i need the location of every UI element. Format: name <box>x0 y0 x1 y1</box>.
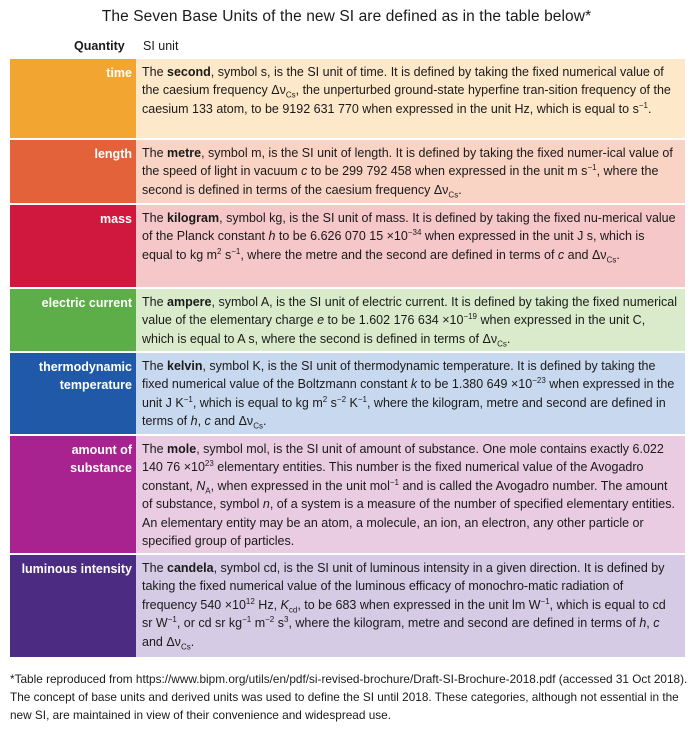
quantity-cell: mass <box>10 205 136 287</box>
table-row-mole <box>10 436 685 553</box>
definition-cell: The metre, symbol m, is the SI unit of length. It is defined by taking the fixed numer-ical value of the speed of light in vacuum c to be 299 792 458 when expressed in the unit m $s^{-1}$, where the second is defined in terms of the caesium frequency $\Delta\nu_{Cs}$. <box>136 140 685 203</box>
si-unit-column-header: SI unit <box>143 39 179 53</box>
table-row-candela <box>10 555 685 657</box>
definition-cell: The ampere, symbol A, is the SI unit of electric current. It is defined by taking the fixed numerical value of the elementary charge e to be 1.602 176 $634 \times 10^{-19}$ when expressed in the unit C, which is equal to A s, where the second is defined in terms of $\Delta\nu_{Cs}$. <box>136 289 685 351</box>
definition-cell: The second, symbol s, is the SI unit of time. It is defined by taking the fixed numerical value of the caesium frequency $\Delta\nu_{Cs}$, the unperturbed ground-state hyperfine tran-sition frequency of the caesium 133 atom, to be 9192 631 770 when expressed in the unit Hz, which is equal to $s^{-1}$. <box>136 59 685 138</box>
table-row-kilogram <box>10 205 685 287</box>
quantity-cell: thermodynamic temperature <box>10 353 136 434</box>
definition-cell: The mole, symbol mol, is the SI unit of amount of substance. One mole contains exactly 6.022 140 $76 \times 10^{23}$ elementary entities. This number is the fixed numerical value of the Avogadro constant, $N_A$, when expressed in the unit mol$^{-1}$ and is called the Avogadro number. The amount of substance, symbol n, of a system is a measure of the number of specified elementary entities. An elementary entity may be an atom, a molecule, an ion, an electron, any other particle or specified group of particles. <box>136 436 685 553</box>
quantity-cell: amount of substance <box>10 436 136 553</box>
quantity-cell: electric current <box>10 289 136 351</box>
page-title: The Seven Base Units of the new SI are defined as in the table below* <box>101 8 592 25</box>
table-row-ampere <box>10 289 685 351</box>
table-row-metre <box>10 140 685 203</box>
definition-cell: The candela, symbol cd, is the SI unit of luminous intensity in a given direction. It is defined by taking the fixed numerical value of the luminous efficacy of monochro-matic radiation of frequency $540 \times 10^{12}$ Hz, $K_{cd}$, to be 683 when expressed in the unit lm $W^{-1}$, which is equal to cd sr $W^{-1}$, or cd sr $kg^{-1}$ $m^{-2}$ $s^3$, where the kilogram, metre and second are defined in terms of h, c and $\Delta\nu_{Cs}$. <box>136 555 685 657</box>
table-row-second <box>10 59 685 138</box>
definition-cell: The kilogram, symbol kg, is the SI unit of mass. It is defined by taking the fixed nu-merical value of the Planck constant h to be 6.626 070 $15 \times 10^{-34}$ when expressed in the unit J s, which is equal to kg $m^2$ $s^{-1}$, where the metre and the second are defined in terms of c and $\Delta\nu_{Cs}$. <box>136 205 685 287</box>
quantity-cell: length <box>10 140 136 203</box>
footnote: *Table reproduced from https://www.bipm.org/utils/en/pdf/si-revised-brochure/Draft-SI-Brochure-2018.pdf (accessed 31 Oct 2018). The concept of base units and derived units was used to define the SI until 2018. These categories, although not essential in the new SI, are maintained in view of their convenience and widespread use. <box>10 672 688 722</box>
quantity-cell: luminous intensity <box>10 555 136 657</box>
table-row-kelvin <box>10 353 685 434</box>
quantity-cell: time <box>10 59 136 138</box>
quantity-column-header: Quantity <box>74 39 125 53</box>
definition-cell: The kelvin, symbol K, is the SI unit of thermodynamic temperature. It is defined by taking the fixed numerical value of the Boltzmann constant k to be 1.380 $649 \times 10^{-23}$ when expressed in the unit J $K^{-1}$, which is equal to kg $m^2$ $s^{-2}$ $K^{-1}$, where the kilogram, metre and second are defined in terms of h, c and $\Delta\nu_{Cs}$. <box>136 353 685 434</box>
